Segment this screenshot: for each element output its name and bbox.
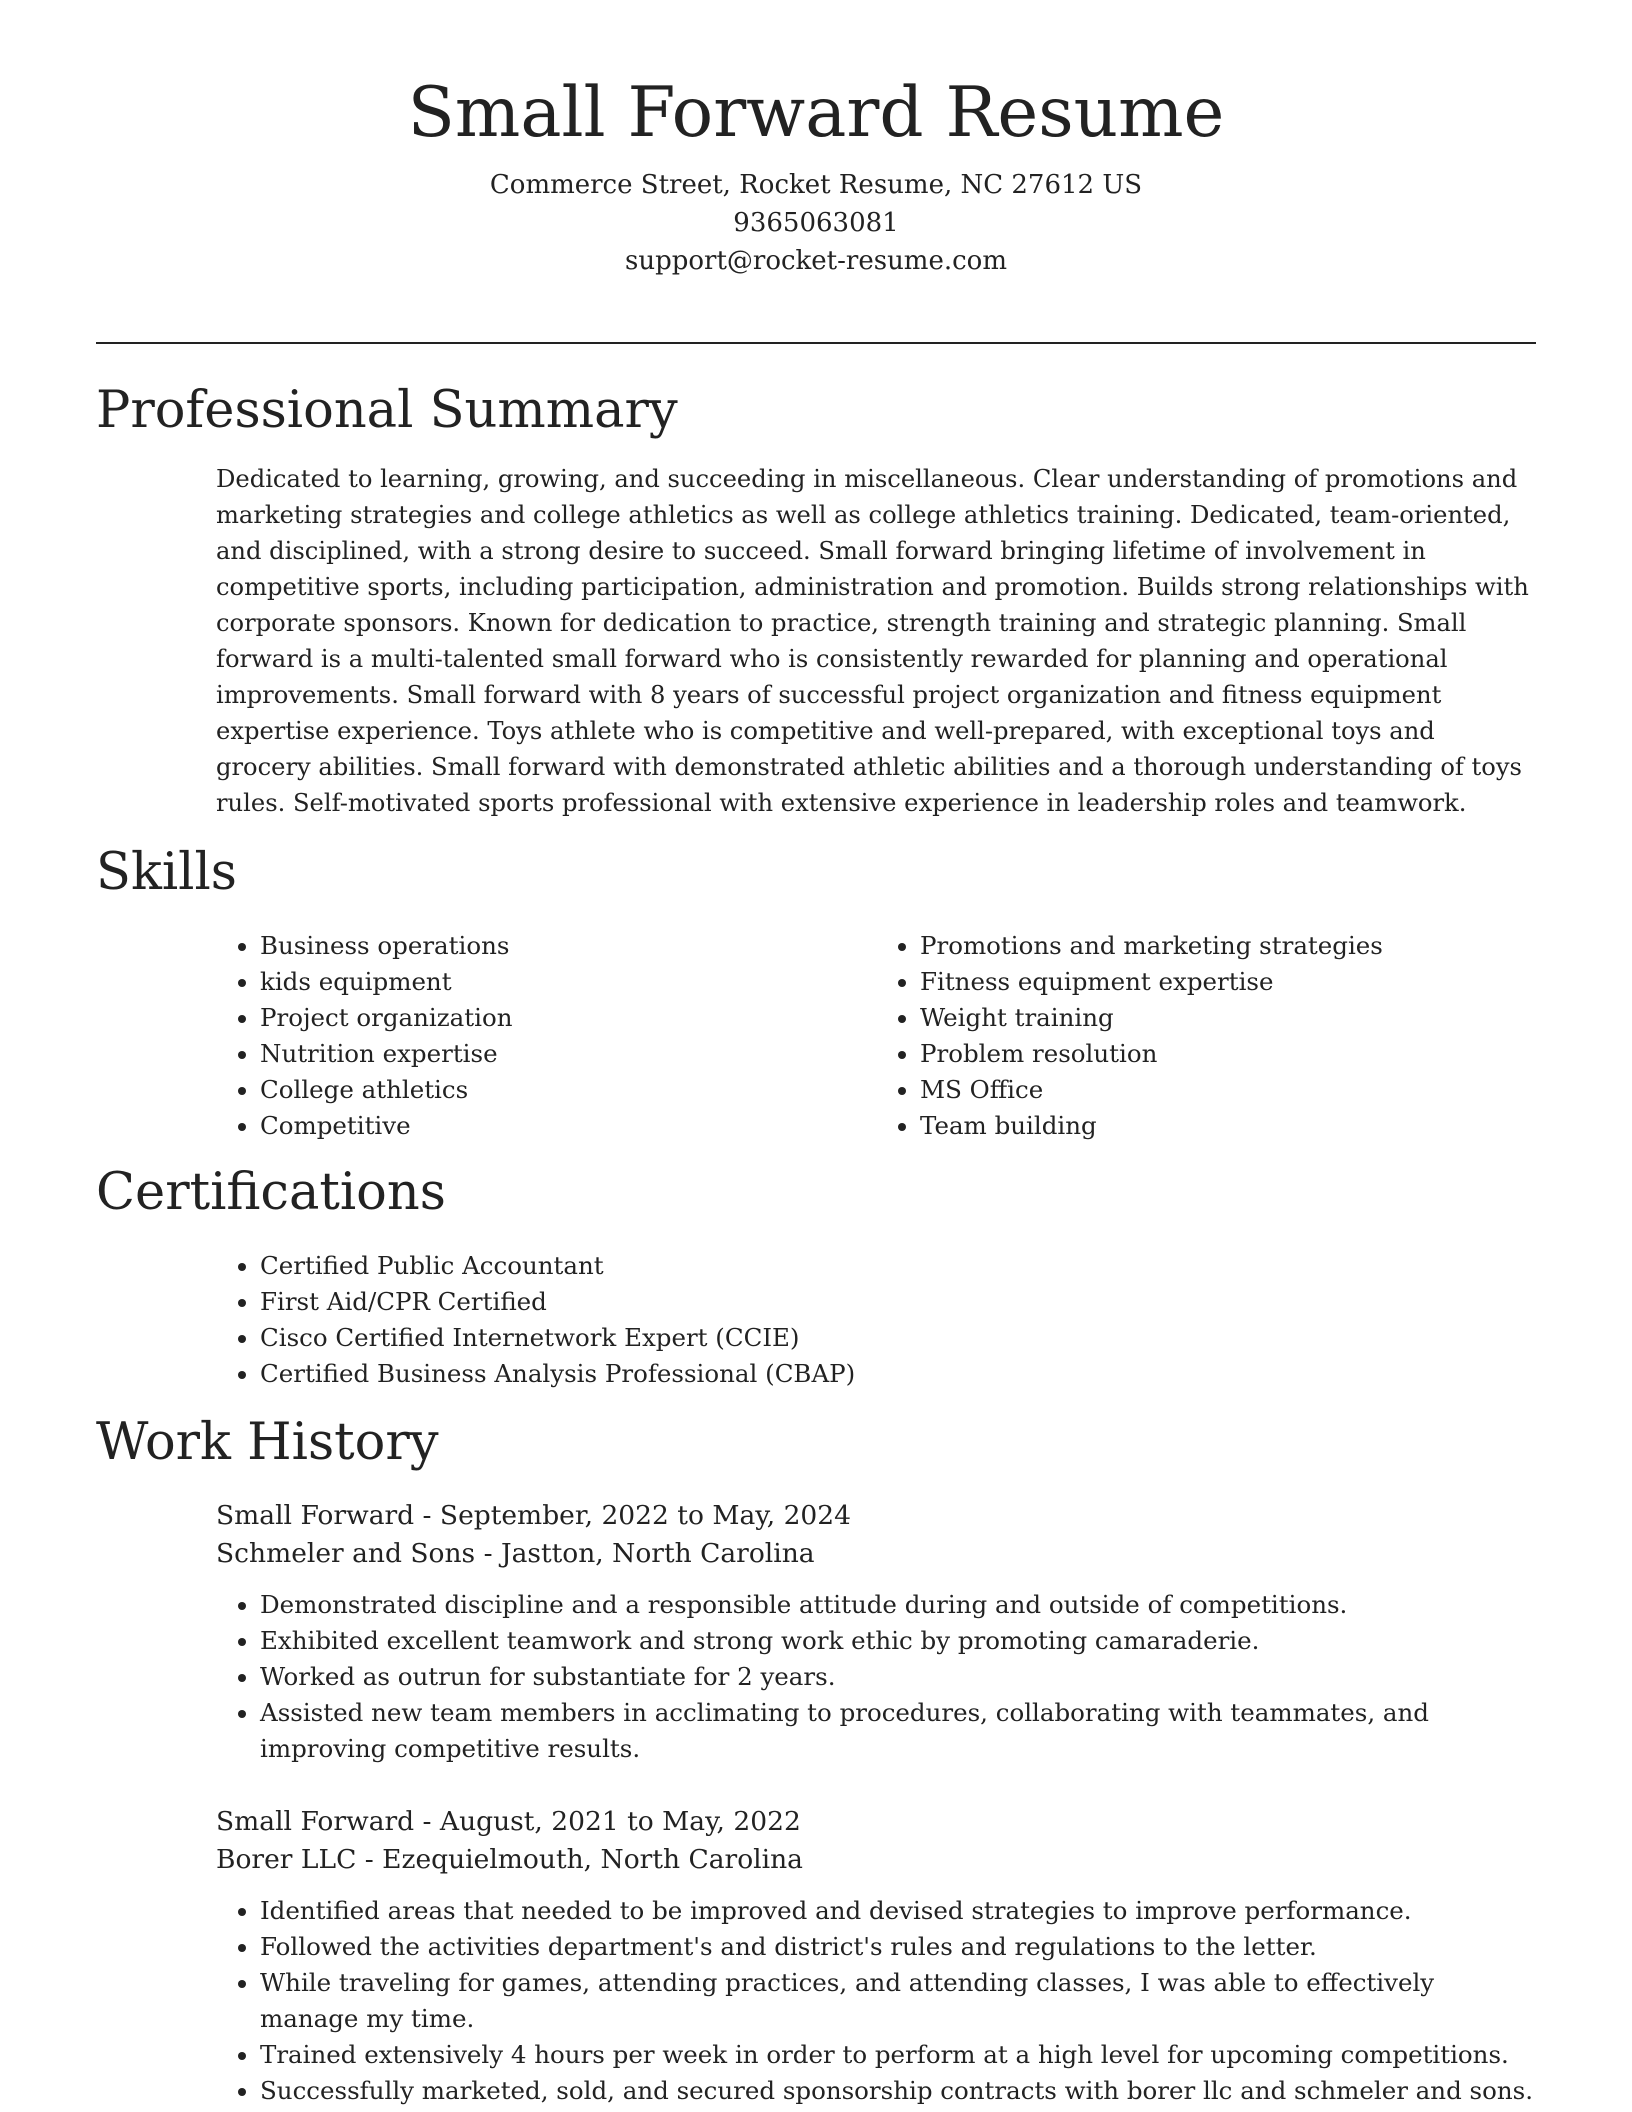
job-bullets [216,1893,1536,2109]
job-title: Small Forward - September, 2022 to May, 2024 [216,1500,852,1531]
skills-columns [216,928,1536,1144]
header-divider [96,342,1536,344]
certifications-heading: Certifications [96,1163,446,1222]
email-text: support@rocket-resume.com [624,245,1007,276]
job-bullet: • Demonstrated discipline and a responsible attitude during and outside of competitions. [260,1587,1536,1623]
certification-item: • Certified Business Analysis Professional (CBAP) [260,1356,1536,1392]
job-bullet: • Trained extensively 4 hours per week in order to perform at a high level for upcoming competitions. [260,2037,1536,2073]
skill-item: • Fitness equipment expertise [920,964,1536,1000]
skills-heading: Skills [96,843,237,902]
resume-title: Small Forward Resume [407,73,1225,153]
job-bullet: • Followed the activities department's and district's rules and regulations to the letter. [260,1929,1536,1965]
skill-item: • MS Office [920,1072,1536,1108]
certifications-section [216,1248,1536,1392]
resume-header [0,73,1632,280]
job-title: Small Forward - August, 2021 to May, 2022 [216,1806,801,1837]
skill-item: • Promotions and marketing strategies [920,928,1536,964]
address-text: Commerce Street, Rocket Resume, NC 27612 US [489,169,1143,200]
certification-item: • Certified Public Accountant [260,1248,1536,1284]
skill-item: • Competitive [260,1108,876,1144]
job-company: Borer LLC - Ezequielmouth, North Carolina [216,1844,803,1875]
job-bullets [216,1587,1536,1767]
job-bullet: • Successfully marketed, sold, and secured sponsorship contracts with borer llc and schmeler and sons. [260,2073,1536,2109]
work-history-heading: Work History [96,1413,439,1472]
contact-info [0,166,1632,280]
certification-item: • Cisco Certified Internetwork Expert (CCIE) [260,1320,1536,1356]
skill-item: • kids equipment [260,964,876,1000]
job-bullet: • While traveling for games, attending practices, and attending classes, I was able to effectively manage my time. [260,1965,1536,2037]
skill-item: • Weight training [920,1000,1536,1036]
summary-text: Dedicated to learning, growing, and succeeding in miscellaneous. Clear understanding of promotions and marketing strategies and college athletics as well as college athletics training. Dedicated, team-oriented, and disciplined, with a strong desire to succeed. Small forward bringing lifetime of involvement in competitive sports, including participation, administration and promotion. Builds strong relationships with corporate sponsors. Known for dedication to practice, strength training and strategic planning. Small forward is a multi-talented small forward who is consistently rewarded for planning and operational improvements. Small forward with 8 years of successful project organization and fitness equipment expertise experience. Toys athlete who is competitive and well-prepared, with exceptional toys and grocery abilities. Small forward with demonstrated athletic abilities and a thorough understanding of toys rules. Self-motivated sports professional with extensive experience in leadership roles and teamwork. [216,465,1529,817]
skills-left-list [216,928,876,1144]
certification-item: • First Aid/CPR Certified [260,1284,1536,1320]
skill-item: • College athletics [260,1072,876,1108]
job-company: Schmeler and Sons - Jastton, North Carolina [216,1538,815,1569]
skill-item: • Nutrition expertise [260,1036,876,1072]
skills-right-list [876,928,1536,1144]
skill-item: • Team building [920,1108,1536,1144]
job-bullet: • Exhibited excellent teamwork and strong work ethic by promoting camaraderie. [260,1623,1536,1659]
job-bullet: • Identified areas that needed to be improved and devised strategies to improve performance. [260,1893,1536,1929]
job-entry [216,1497,1536,1767]
job-bullet: • Worked as outrun for substantiate for 2 years. [260,1659,1536,1695]
job-bullet: • Assisted new team members in acclimating to procedures, collaborating with teammates, and improving competitive results. [260,1695,1536,1767]
skill-item: • Business operations [260,928,876,964]
phone-text: 9365063081 [733,207,899,238]
certifications-list [216,1248,1536,1392]
job-entry [216,1803,1536,2109]
summary-heading: Professional Summary [96,381,678,440]
skill-item: • Problem resolution [920,1036,1536,1072]
skill-item: • Project organization [260,1000,876,1036]
